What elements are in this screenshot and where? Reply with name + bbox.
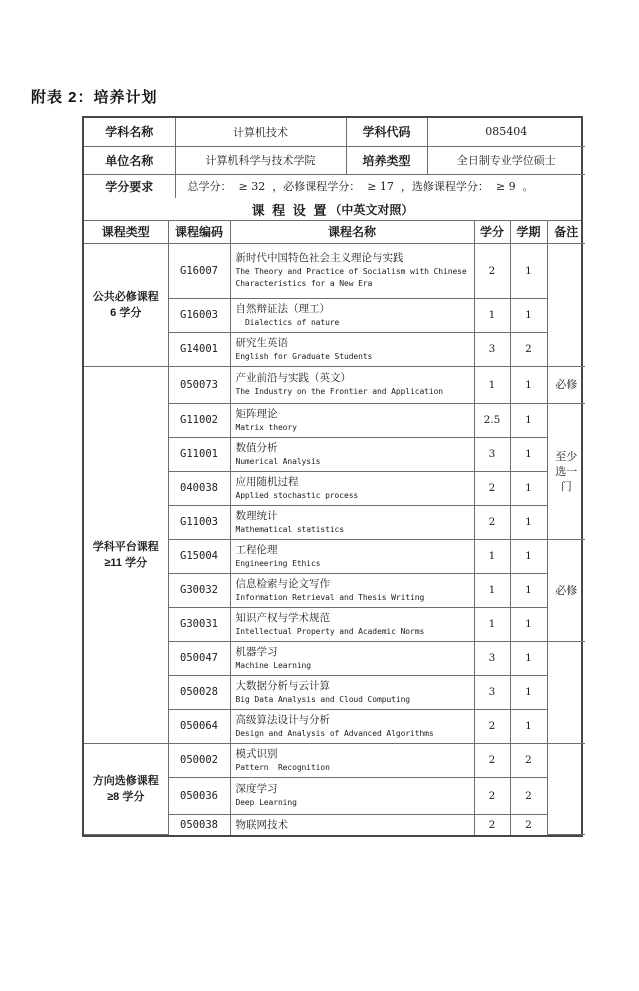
course-name — [230, 641, 474, 675]
course-code: 050038 — [168, 814, 230, 835]
course-name-en: Numerical Analysis — [235, 456, 321, 466]
course-term: 2 — [510, 814, 547, 835]
course-name — [230, 539, 474, 573]
training-type-value: 全日制专业学位硕士 — [427, 146, 585, 174]
course-name — [230, 471, 474, 505]
discipline-name-label: 学科名称 — [84, 118, 175, 146]
training-plan-table — [82, 116, 583, 837]
course-term: 2 — [510, 743, 547, 777]
info-table — [84, 118, 585, 198]
course-name — [230, 332, 474, 366]
course-code: G11003 — [168, 505, 230, 539]
course-name-en: Pattern Recognition — [235, 762, 330, 772]
course-code: G11001 — [168, 437, 230, 471]
course-name-en: English for Graduate Students — [235, 351, 373, 361]
course-name-en: Big Data Analysis and Cloud Computing — [235, 694, 411, 704]
course-name-zh: 大数据分析与云计算 — [235, 679, 330, 692]
course-term: 2 — [510, 332, 547, 366]
info-row-credit-requirement — [84, 174, 585, 198]
course-code: 050064 — [168, 709, 230, 743]
course-name-en: The Industry on the Frontier and Application — [235, 387, 444, 396]
course-row — [84, 366, 585, 403]
course-credit: 3 — [474, 641, 510, 675]
group-credits: ≥8 学分 — [107, 790, 145, 803]
course-credit: 2 — [474, 471, 510, 505]
course-credit: 2.5 — [474, 403, 510, 437]
course-name-en: Deep Learning — [235, 798, 297, 807]
course-name — [230, 403, 474, 437]
course-table — [84, 221, 585, 835]
course-name-en: The Theory and Practice of Socialism with Chinese Characteristics for a New Era — [235, 267, 472, 288]
header-course-type: 课程类型 — [84, 221, 168, 243]
course-name-en: Dialectics of nature — [235, 317, 340, 327]
course-name-zh: 高级算法设计与分析 — [235, 713, 330, 726]
course-name-zh: 模式识别 — [235, 747, 278, 760]
course-credit: 1 — [474, 573, 510, 607]
course-name-zh: 矩阵理论 — [235, 407, 278, 420]
course-name-zh: 研究生英语 — [235, 336, 288, 349]
course-credit: 3 — [474, 437, 510, 471]
course-code: 040038 — [168, 471, 230, 505]
course-row — [84, 743, 585, 777]
course-name-en: Engineering Ethics — [235, 558, 321, 568]
group-label: 方向选修课程 — [92, 774, 159, 787]
unit-name-value: 计算机科学与技术学院 — [175, 146, 346, 174]
course-code: G14001 — [168, 332, 230, 366]
course-credit: 1 — [474, 298, 510, 332]
course-name — [230, 243, 474, 298]
group-label: 学科平台课程 — [92, 540, 159, 553]
course-code: G11002 — [168, 403, 230, 437]
remark-cell — [547, 641, 585, 743]
course-setup-title-paren: （中英文对照） — [329, 202, 414, 217]
discipline-code-label: 学科代码 — [346, 118, 427, 146]
course-name — [230, 607, 474, 641]
discipline-code-value: 085404 — [427, 118, 585, 146]
course-code: G16007 — [168, 243, 230, 298]
course-name — [230, 814, 474, 835]
course-table-header-row — [84, 221, 585, 243]
credit-requirement-label: 学分要求 — [84, 174, 175, 198]
course-name-en: Design and Analysis of Advanced Algorithms — [235, 728, 434, 738]
course-name-en: Intellectual Property and Academic Norms — [235, 626, 425, 636]
course-group-public-compulsory — [84, 243, 168, 366]
course-setup-title — [84, 198, 581, 221]
course-term: 1 — [510, 539, 547, 573]
course-group-electives — [84, 743, 168, 835]
course-name-zh: 应用随机过程 — [235, 475, 299, 488]
course-term: 1 — [510, 675, 547, 709]
course-name-en: Mathematical statistics — [235, 524, 344, 534]
course-credit: 1 — [474, 366, 510, 403]
info-row-discipline — [84, 118, 585, 146]
course-credit: 3 — [474, 332, 510, 366]
course-credit: 1 — [474, 607, 510, 641]
course-code: G30032 — [168, 573, 230, 607]
course-term: 1 — [510, 366, 547, 403]
course-term: 1 — [510, 471, 547, 505]
course-name — [230, 675, 474, 709]
course-code: 050036 — [168, 777, 230, 814]
course-credit: 1 — [474, 539, 510, 573]
header-course-name: 课程名称 — [230, 221, 474, 243]
course-name-zh: 自然辩证法（理工） — [235, 302, 330, 315]
header-term: 学期 — [510, 221, 547, 243]
course-name-zh: 物联网技术 — [235, 818, 288, 831]
remark-cell — [547, 243, 585, 366]
course-name-en: Applied stochastic process — [235, 490, 359, 500]
remark-cell — [547, 743, 585, 835]
course-row — [84, 243, 585, 298]
course-code: G16003 — [168, 298, 230, 332]
training-plan-document — [82, 116, 583, 837]
course-name-zh: 深度学习 — [235, 783, 278, 795]
course-name-zh: 知识产权与学术规范 — [235, 611, 330, 624]
header-remark: 备注 — [547, 221, 585, 243]
course-name — [230, 505, 474, 539]
course-name — [230, 777, 474, 814]
course-term: 1 — [510, 403, 547, 437]
course-term: 1 — [510, 298, 547, 332]
group-credits: 6 学分 — [110, 306, 142, 319]
course-term: 1 — [510, 641, 547, 675]
course-name-zh: 信息检索与论文写作 — [235, 577, 330, 590]
remark-cell: 必修 — [547, 539, 585, 641]
course-term: 2 — [510, 777, 547, 814]
course-name-zh: 机器学习 — [235, 645, 278, 658]
unit-name-label: 单位名称 — [84, 146, 175, 174]
course-credit: 2 — [474, 743, 510, 777]
group-credits: ≥11 学分 — [104, 556, 148, 569]
course-name-en: Matrix theory — [235, 422, 297, 432]
remark-cell: 至少选一门 — [547, 403, 585, 539]
course-name — [230, 437, 474, 471]
info-row-unit — [84, 146, 585, 174]
course-credit: 3 — [474, 675, 510, 709]
course-credit: 2 — [474, 709, 510, 743]
course-code: G30031 — [168, 607, 230, 641]
course-term: 1 — [510, 437, 547, 471]
page-title: 附表 2：培养计划 — [31, 89, 158, 106]
course-credit: 2 — [474, 243, 510, 298]
course-name — [230, 366, 474, 403]
header-course-code: 课程编码 — [168, 221, 230, 243]
course-name — [230, 743, 474, 777]
course-code: 050047 — [168, 641, 230, 675]
course-code: G15004 — [168, 539, 230, 573]
course-credit: 2 — [474, 505, 510, 539]
course-name-zh: 工程伦理 — [235, 543, 278, 556]
course-code: 050028 — [168, 675, 230, 709]
course-name — [230, 709, 474, 743]
course-term: 1 — [510, 243, 547, 298]
discipline-name-value: 计算机技术 — [175, 118, 346, 146]
course-term: 1 — [510, 709, 547, 743]
course-name-zh: 新时代中国特色社会主义理论与实践 — [235, 252, 404, 264]
course-setup-title-main: 课 程 设 置 — [251, 202, 329, 218]
credit-requirement-value: 总学分： ≥ 32 ，必修课程学分： ≥ 17 ，选修课程学分： ≥ 9 。 — [175, 174, 585, 198]
header-credit: 学分 — [474, 221, 510, 243]
course-name — [230, 573, 474, 607]
remark-cell: 必修 — [547, 366, 585, 403]
group-label: 公共必修课程 — [92, 290, 159, 303]
course-code: 050073 — [168, 366, 230, 403]
course-code: 050002 — [168, 743, 230, 777]
course-name-zh: 产业前沿与实践（英文） — [235, 372, 351, 384]
course-name-en: Information Retrieval and Thesis Writing — [235, 592, 425, 602]
course-credit: 2 — [474, 777, 510, 814]
course-name-en: Machine Learning — [235, 660, 311, 670]
course-term: 1 — [510, 505, 547, 539]
course-name-zh: 数理统计 — [235, 509, 278, 522]
training-type-label: 培养类型 — [346, 146, 427, 174]
course-credit: 2 — [474, 814, 510, 835]
course-group-platform — [84, 366, 168, 743]
course-term: 1 — [510, 573, 547, 607]
course-name — [230, 298, 474, 332]
course-name-zh: 数值分析 — [235, 441, 278, 454]
course-term: 1 — [510, 607, 547, 641]
